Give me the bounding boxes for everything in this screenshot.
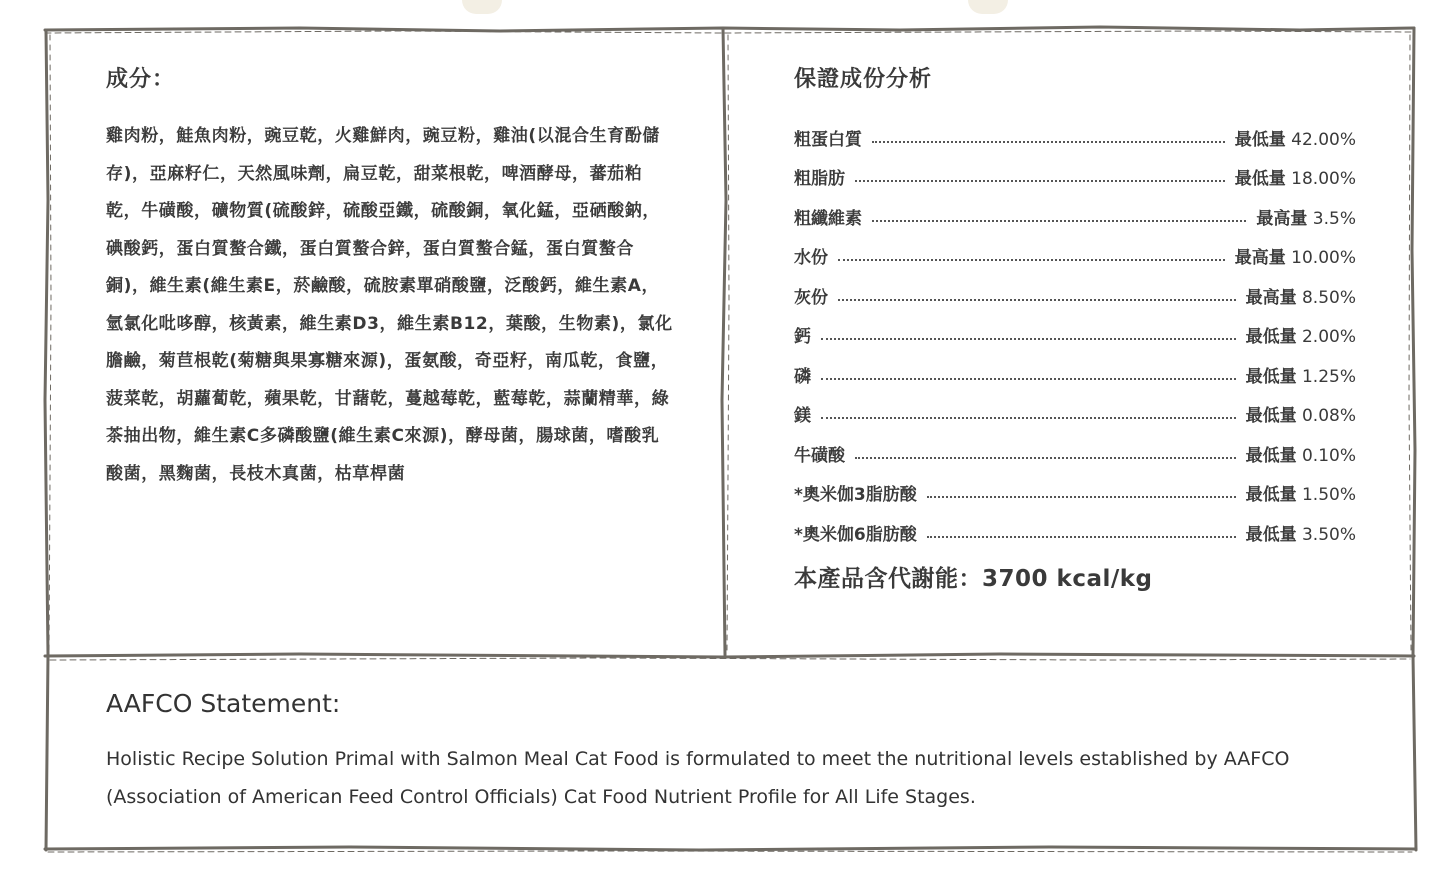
limit-label: 最低量 [1245, 524, 1297, 545]
analysis-row [794, 194, 1356, 234]
limit-label: 最低量 [1245, 485, 1297, 505]
analysis-row [794, 352, 1356, 392]
nutrient-name: 粗蛋白質 [794, 129, 862, 150]
nutrient-name: 鈣 [794, 327, 811, 347]
analysis-row [794, 234, 1356, 274]
nutrient-name: 鎂 [794, 406, 811, 426]
analysis-row [794, 510, 1356, 550]
amount: 18.00% [1291, 169, 1356, 189]
nutrient-value [1246, 441, 1356, 471]
dot-leader [838, 299, 1236, 301]
aafco-statement-section [106, 686, 1346, 816]
analysis-heading: 保證成份分析 [794, 67, 933, 92]
amount: 3.50% [1301, 524, 1356, 545]
nutrient-name: 牛磺酸 [794, 445, 845, 466]
amount: 10.00% [1291, 248, 1356, 268]
nutrient-name: 灰份 [794, 287, 828, 308]
amount: 42.00% [1291, 129, 1356, 150]
nutrient-value [1246, 480, 1356, 510]
nutrient-value [1246, 401, 1356, 431]
dot-leader [838, 259, 1225, 261]
analysis-list [794, 115, 1356, 550]
nutrient-value [1246, 283, 1356, 313]
analysis-row [794, 471, 1356, 511]
amount: 0.08% [1301, 406, 1356, 426]
limit-label: 最低量 [1245, 406, 1297, 426]
limit-label: 最低量 [1234, 169, 1286, 189]
analysis-row [794, 313, 1356, 353]
aafco-text: Holistic Recipe Solution Primal with Salmon Meal Cat Food is formulated to meet the nutritional levels established by AAFCO (Association of American Feed Control Officials) Cat Food Nutrient Profile for All Life Stages. [106, 748, 1290, 808]
dot-leader [821, 378, 1236, 380]
amount: 1.25% [1301, 366, 1356, 387]
limit-label: 最高量 [1256, 208, 1308, 229]
dot-leader [872, 141, 1225, 143]
ingredients-section [106, 62, 676, 493]
limit-label: 最高量 [1245, 287, 1297, 308]
nutrient-name: 粗纖維素 [794, 208, 862, 229]
dot-leader [927, 536, 1236, 538]
nutrient-name: *奧米伽3脂肪酸 [794, 485, 917, 505]
nutrient-name: 粗脂肪 [794, 169, 845, 189]
nutrient-name: *奧米伽6脂肪酸 [794, 524, 917, 545]
nutrient-name: 水份 [794, 248, 828, 268]
limit-label: 最低量 [1245, 327, 1297, 347]
ingredients-text: 雞肉粉，鮭魚肉粉，豌豆乾，火雞鮮肉，豌豆粉，雞油(以混合生育酚儲存)，亞麻籽仁，天然風味劑，扁豆乾，甜菜根乾，啤酒酵母，蕃茄粕乾，牛磺酸，礦物質(硫酸鋅，硫酸亞鐵，硫酸銅，氧化錳，亞硒酸鈉，碘酸鈣，蛋白質螯合鐵，蛋白質螯合鋅，蛋白質螯合錳，蛋白質螯合銅)，維生素(維生素E，菸鹼酸，硫胺素單硝酸鹽，泛酸鈣，維生素A，氫氯化吡哆醇，核黃素，維生素D3，維生素B12，葉酸，生物素)，氯化膽鹼，菊苣根乾(菊糖與果寡糖來源)，蛋氨酸，奇亞籽，南瓜乾，食鹽，菠菜乾，胡蘿蔔乾，蘋果乾，甘藷乾，蔓越莓乾，藍莓乾，蒜蘭精華，綠茶抽出物，維生素C多磷酸鹽(維生素C來源)，酵母菌，腸球菌，嗜酸乳酸菌，黑麴菌，長枝木真菌，枯草桿菌 [106, 126, 673, 484]
dot-leader [821, 338, 1236, 340]
dot-leader [855, 457, 1236, 459]
analysis-row [794, 273, 1356, 313]
guaranteed-analysis-section [794, 62, 1356, 593]
dot-leader [821, 417, 1236, 419]
limit-label: 最高量 [1234, 248, 1286, 268]
ingredients-heading: 成分： [106, 67, 176, 92]
nutrient-value [1235, 125, 1356, 155]
amount: 1.50% [1301, 485, 1356, 505]
analysis-row [794, 392, 1356, 432]
amount: 3.5% [1312, 208, 1356, 229]
dot-leader [927, 496, 1236, 498]
top-ornament-left [462, 0, 502, 14]
limit-label: 最低量 [1245, 366, 1297, 387]
limit-label: 最低量 [1245, 445, 1297, 466]
dot-leader [855, 180, 1225, 182]
nutrient-value [1246, 362, 1356, 392]
analysis-row [794, 115, 1356, 155]
nutrient-name: 磷 [794, 366, 811, 387]
top-ornament-right [968, 0, 1008, 14]
analysis-row [794, 431, 1356, 471]
amount: 2.00% [1301, 327, 1356, 347]
amount: 0.10% [1301, 445, 1356, 466]
nutrient-value [1235, 164, 1356, 194]
nutrient-value [1246, 322, 1356, 352]
analysis-row [794, 155, 1356, 195]
nutrient-value [1256, 204, 1356, 234]
amount: 8.50% [1301, 287, 1356, 308]
nutrient-value [1246, 520, 1356, 550]
dot-leader [872, 220, 1246, 222]
metabolizable-energy: 本產品含代謝能：3700 kcal/kg [794, 565, 1153, 592]
limit-label: 最低量 [1234, 129, 1286, 150]
nutrient-value [1235, 243, 1356, 273]
aafco-heading: AAFCO Statement: [106, 689, 341, 718]
